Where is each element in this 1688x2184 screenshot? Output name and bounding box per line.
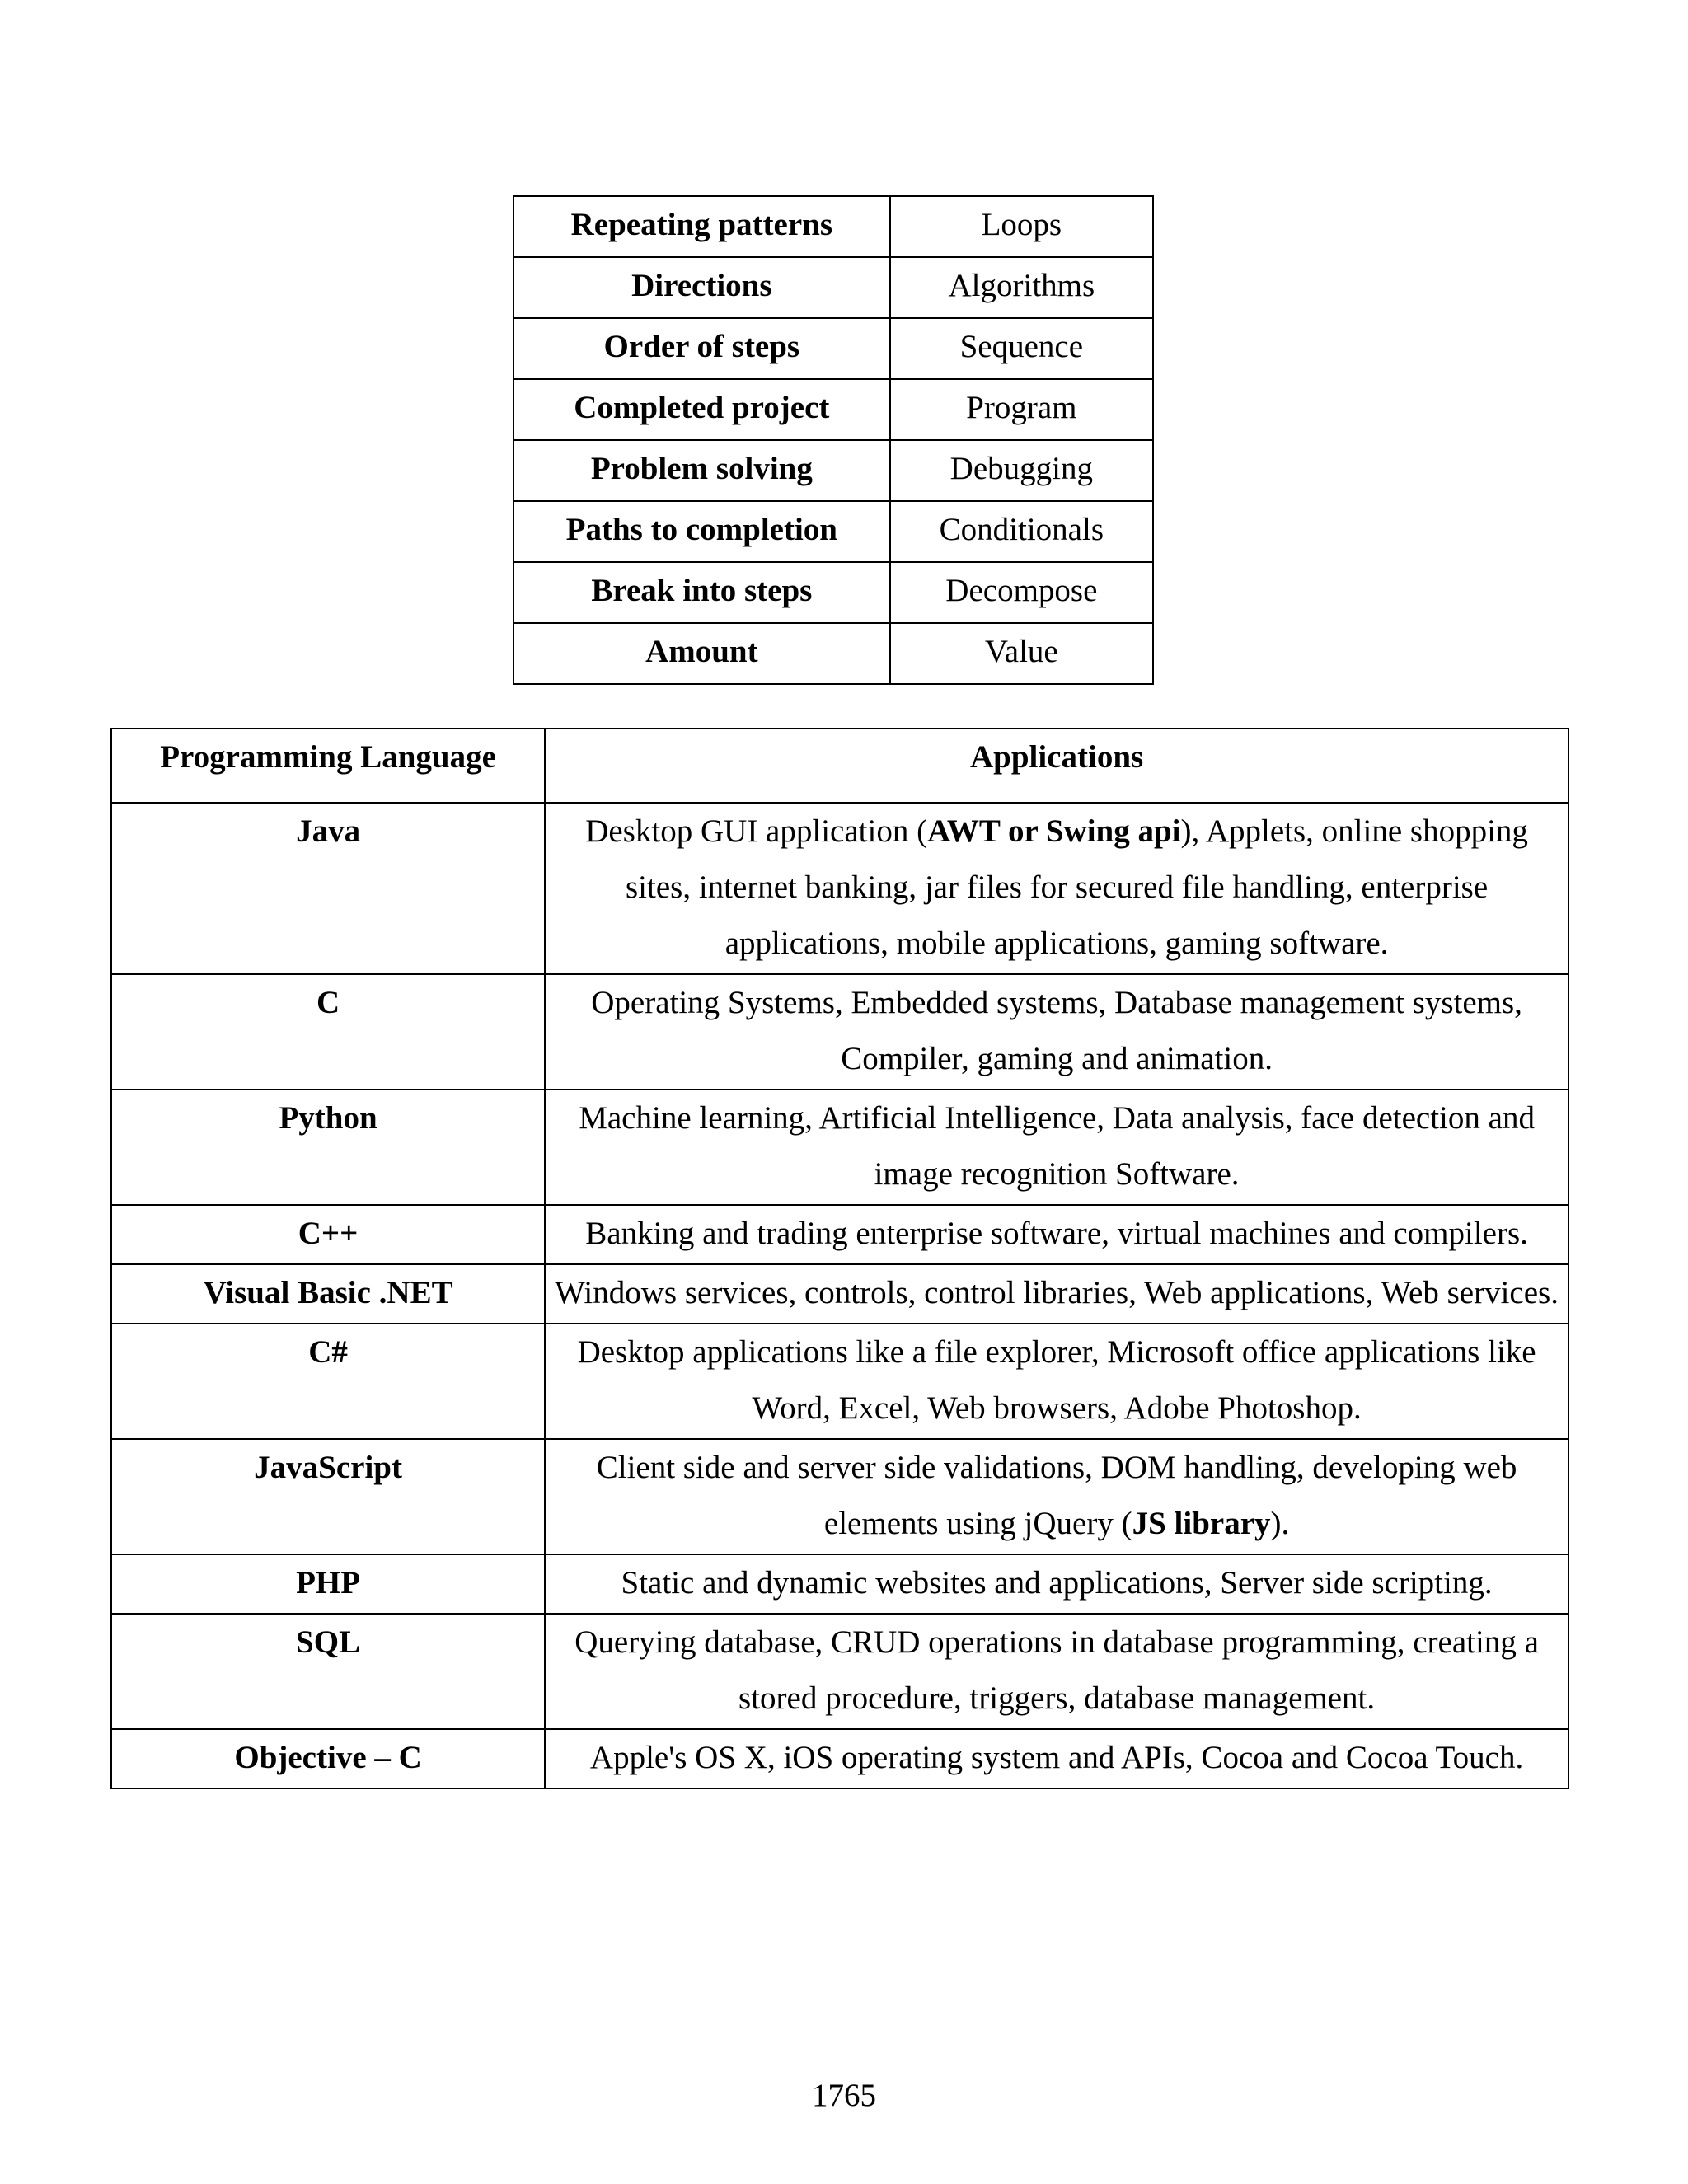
- applications-text: Desktop GUI application (: [585, 813, 928, 849]
- applications-text: Client side and server side validations, DOM handling, developing web elements using jQuery (: [596, 1450, 1517, 1541]
- applications-bold-text: JS library: [1132, 1506, 1271, 1541]
- concept-cell: Decompose: [890, 562, 1153, 623]
- concept-cell: Value: [890, 623, 1153, 684]
- concept-cell: Algorithms: [890, 257, 1153, 318]
- programming-language-table: [110, 728, 1569, 1789]
- concept-cell: Debugging: [890, 440, 1153, 501]
- applications-cell: [545, 1439, 1568, 1554]
- table-row: [111, 1264, 1568, 1324]
- concept-cell: Sequence: [890, 318, 1153, 379]
- concept-mapping-table: [513, 195, 1154, 685]
- applications-cell: Operating Systems, Embedded systems, Database management systems, Compiler, gaming and animation.: [545, 974, 1568, 1090]
- language-cell: C: [111, 974, 545, 1090]
- language-cell: Java: [111, 803, 545, 974]
- applications-cell: Static and dynamic websites and applications, Server side scripting.: [545, 1554, 1568, 1614]
- table-header-row: [111, 729, 1568, 803]
- table-row: [111, 1439, 1568, 1554]
- applications-text: ), Applets, online shopping sites, internet banking, jar files for secured file handling, enterprise applications, mobile applications, gaming software.: [626, 813, 1528, 961]
- table-row: [111, 1554, 1568, 1614]
- concept-cell: Loops: [890, 196, 1153, 257]
- applications-cell: Machine learning, Artificial Intelligence, Data analysis, face detection and image recognition Software.: [545, 1090, 1568, 1205]
- table-row: [111, 1205, 1568, 1264]
- table-row: [111, 1324, 1568, 1439]
- table-row: [111, 1729, 1568, 1788]
- table-row: [111, 974, 1568, 1090]
- page-number: 1765: [812, 2078, 876, 2113]
- concept-cell: Conditionals: [890, 501, 1153, 562]
- applications-bold-text: AWT or Swing api: [927, 813, 1181, 849]
- table-row: [513, 562, 1153, 623]
- term-cell: Amount: [513, 623, 890, 684]
- language-cell: Objective – C: [111, 1729, 545, 1788]
- table-row: [111, 803, 1568, 974]
- language-cell: Visual Basic .NET: [111, 1264, 545, 1324]
- language-cell: JavaScript: [111, 1439, 545, 1554]
- table-row: [513, 257, 1153, 318]
- table-row: [513, 318, 1153, 379]
- applications-text: ).: [1270, 1506, 1290, 1541]
- applications-cell: Windows services, controls, control libraries, Web applications, Web services.: [545, 1264, 1568, 1324]
- term-cell: Completed project: [513, 379, 890, 440]
- language-cell: SQL: [111, 1614, 545, 1729]
- language-cell: C++: [111, 1205, 545, 1264]
- table-row: [513, 623, 1153, 684]
- term-cell: Paths to completion: [513, 501, 890, 562]
- table-row: [111, 1614, 1568, 1729]
- term-cell: Problem solving: [513, 440, 890, 501]
- language-cell: C#: [111, 1324, 545, 1439]
- term-cell: Repeating patterns: [513, 196, 890, 257]
- term-cell: Break into steps: [513, 562, 890, 623]
- table-row: [111, 1090, 1568, 1205]
- applications-cell: Banking and trading enterprise software, virtual machines and compilers.: [545, 1205, 1568, 1264]
- language-cell: PHP: [111, 1554, 545, 1614]
- applications-cell: Querying database, CRUD operations in database programming, creating a stored procedure, triggers, database management.: [545, 1614, 1568, 1729]
- applications-cell: [545, 803, 1568, 974]
- language-cell: Python: [111, 1090, 545, 1205]
- language-header: Programming Language: [111, 729, 545, 803]
- term-cell: Directions: [513, 257, 890, 318]
- applications-header: Applications: [545, 729, 1568, 803]
- applications-cell: Apple's OS X, iOS operating system and APIs, Cocoa and Cocoa Touch.: [545, 1729, 1568, 1788]
- table-row: [513, 379, 1153, 440]
- term-cell: Order of steps: [513, 318, 890, 379]
- table-row: [513, 501, 1153, 562]
- applications-cell: Desktop applications like a file explorer, Microsoft office applications like Word, Excel, Web browsers, Adobe Photoshop.: [545, 1324, 1568, 1439]
- table-row: [513, 440, 1153, 501]
- concept-cell: Program: [890, 379, 1153, 440]
- table-row: [513, 196, 1153, 257]
